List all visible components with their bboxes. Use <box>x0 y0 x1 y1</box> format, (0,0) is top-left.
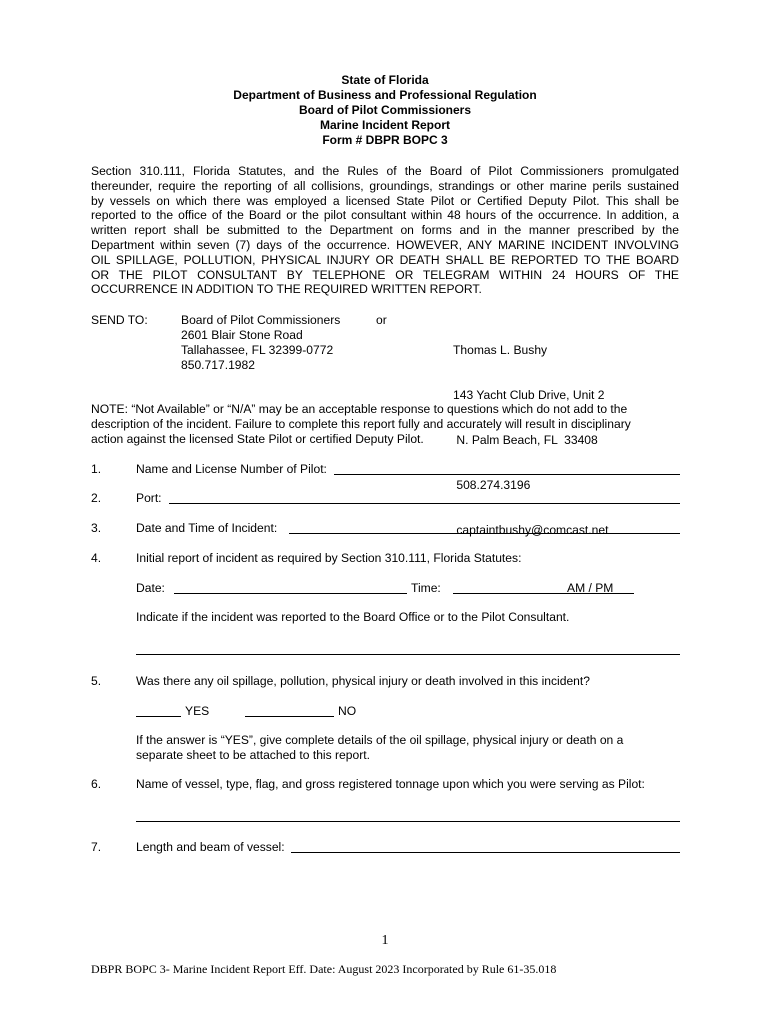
q3-label: Date and Time of Incident: <box>136 521 278 535</box>
q2-label: Port: <box>136 491 162 505</box>
form-header <box>0 73 770 148</box>
intro-line: OR THE PILOT CONSULTANT BY TELEPHONE OR TELEGRAM WITHIN 24 HOURS OF THE <box>91 267 679 282</box>
q4-time-label: Time: <box>411 581 441 595</box>
header-department: Department of Business and Professional Regulation <box>233 88 537 102</box>
board-city: Tallahassee, FL 32399-0772 <box>181 343 334 357</box>
q2-number: 2. <box>91 491 102 505</box>
q1-label: Name and License Number of Pilot: <box>136 462 327 476</box>
header-board: Board of Pilot Commissioners <box>298 103 472 117</box>
report-date-field[interactable] <box>174 593 407 594</box>
intro-line: Section 310.111, Florida Statutes, and the Rules of the Board of Pilot Commissioners promulgated <box>91 164 679 178</box>
page-number: 1 <box>381 933 389 948</box>
board-street: 2601 Blair Stone Road <box>181 328 303 342</box>
board-phone: 850.717.1982 <box>181 358 255 372</box>
q1-number: 1. <box>91 462 102 476</box>
q3-number: 3. <box>91 521 102 535</box>
port-field[interactable] <box>169 503 680 504</box>
footer-text: DBPR BOPC 3- Marine Incident Report Eff. Date: August 2023 Incorporated by Rule 61-35.018 <box>91 962 557 976</box>
vessel-length-beam-field[interactable] <box>291 852 680 853</box>
q4-indicate-text: Indicate if the incident was reported to the Board Office or to the Pilot Consultant. <box>136 610 570 624</box>
board-name: Board of Pilot Commissioners <box>181 313 341 327</box>
send-to-or: or <box>376 313 387 327</box>
intro-line: OIL SPILLAGE, POLLUTION, PHYSICAL INJURY OR DEATH SHALL BE REPORTED TO THE BOARD <box>91 252 679 267</box>
q5-detail-line2: separate sheet to be attached to this report. <box>136 748 370 762</box>
intro-line: Department within seven (7) days of the occurrence. HOWEVER, ANY MARINE INCIDENT INVOLVING <box>91 237 679 252</box>
q5-label: Was there any oil spillage, pollution, physical injury or death involved in this incident? <box>136 674 590 688</box>
consultant-phone: 508.274.3196 <box>453 478 531 492</box>
intro-paragraph <box>91 164 679 297</box>
intro-line: thereunder, require the reporting of all collisions, groundings, strandings or other marine perils sustained <box>91 178 679 193</box>
q5-number: 5. <box>91 674 102 688</box>
intro-line: OCCURRENCE IN ADDITION TO THE REQUIRED WRITTEN REPORT. <box>91 282 482 297</box>
consultant-name: Thomas L. Bushy <box>453 343 548 357</box>
board-address <box>181 313 340 373</box>
yes-answer-field[interactable] <box>136 716 181 717</box>
intro-line: reported to the office of the Board or the pilot consultant within 48 hours of the occurrence. In addition, a <box>91 208 679 223</box>
consultant-street: 143 Yacht Club Drive, Unit 2 <box>453 388 605 402</box>
note-paragraph <box>91 402 691 446</box>
q7-label: Length and beam of vessel: <box>136 840 285 854</box>
consultant-email: captaintbushy@comcast.net <box>453 523 609 537</box>
no-answer-field[interactable] <box>245 716 334 717</box>
pilot-name-license-field[interactable] <box>334 474 680 475</box>
q4-label: Initial report of incident as required by Section 310.111, Florida Statutes: <box>136 551 522 565</box>
header-state: State of Florida <box>341 73 429 87</box>
q6-number: 6. <box>91 777 102 791</box>
note-line: NOTE: “Not Available” or “N/A” may be an acceptable response to questions which do not add to the <box>91 402 628 416</box>
intro-line: by vessels on which there was employed a licensed State Pilot or Certified Deputy Pilot. This shall be <box>91 193 679 208</box>
q7-number: 7. <box>91 840 102 854</box>
q5-detail-line1: If the answer is “YES”, give complete details of the oil spillage, physical injury or death on a <box>136 733 624 747</box>
q4-number: 4. <box>91 551 102 565</box>
intro-line: written report shall be submitted to the Department on forms and in the manner prescribed by the <box>91 223 679 238</box>
q4-ampm-label: AM / PM <box>567 581 614 595</box>
note-line: description of the incident. Failure to complete this report fully and accurately will result in disciplinary <box>91 416 631 431</box>
note-line: action against the licensed State Pilot or certified Deputy Pilot. <box>91 431 424 446</box>
send-to-label: SEND TO: <box>91 313 148 327</box>
reported-to-field[interactable] <box>136 654 680 655</box>
consultant-city: N. Palm Beach, FL 33408 <box>453 433 598 447</box>
q4-date-label: Date: <box>136 581 165 595</box>
q5-no-label: NO <box>338 704 357 718</box>
header-report-title: Marine Incident Report <box>319 118 450 132</box>
vessel-details-field[interactable] <box>136 821 680 822</box>
q6-label: Name of vessel, type, flag, and gross registered tonnage upon which you were serving as Pilot: <box>136 777 645 791</box>
incident-date-time-field[interactable] <box>289 533 680 534</box>
header-form-number: Form # DBPR BOPC 3 <box>322 133 448 147</box>
q5-yes-label: YES <box>185 704 210 718</box>
